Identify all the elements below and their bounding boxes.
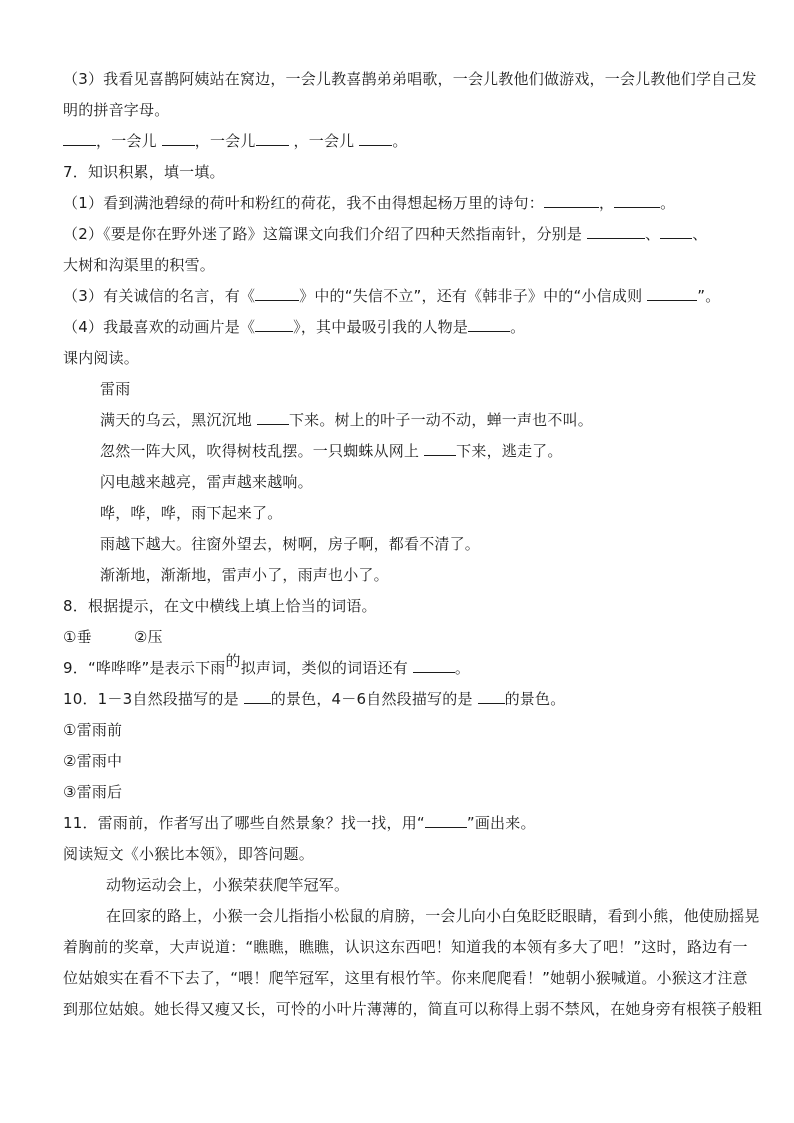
text-run: ③雷雨后	[63, 783, 123, 801]
fill-in-blank	[359, 132, 392, 146]
leiyu-paragraph-5	[63, 529, 783, 560]
text-run: 。	[454, 659, 471, 677]
fill-in-blank	[478, 690, 505, 704]
fill-in-blank	[468, 318, 510, 332]
text-run: ，一会儿	[194, 132, 256, 150]
text-run: 8．根据提示，在文中横线上填上恰当的词语。	[63, 597, 377, 615]
text-run: （2）《要是你在野外迷了路》这篇课文向我们介绍了四种天然指南针，分别是	[63, 225, 588, 243]
q10-option-3	[63, 777, 783, 808]
text-run: 满天的乌云，黑沉沉地	[100, 411, 257, 429]
text-run: 、	[645, 225, 661, 243]
fill-in-blank	[425, 814, 467, 828]
fill-in-blank	[162, 132, 195, 146]
text-run: 下来。树上的叶子一动不动，蝉一声也不叫。	[288, 411, 593, 429]
text-run: ①雷雨前	[63, 721, 123, 739]
fill-in-blank	[660, 225, 692, 239]
leiyu-paragraph-4	[63, 498, 783, 529]
text-run: ，一会儿	[96, 132, 162, 150]
section-in-class-reading	[63, 343, 783, 374]
q11-prompt	[63, 808, 783, 839]
q7-2-continued	[63, 250, 783, 281]
text-run: 哗，哗，哗，雨下起来了。	[100, 504, 283, 522]
text-run: （1）看到满池碧绿的荷叶和粉红的荷花，我不由得想起杨万里的诗句：	[63, 194, 544, 212]
fill-in-blank	[647, 287, 697, 301]
text-run: 阅读短文《小猴比本领》，即答问题。	[63, 845, 314, 863]
q8-prompt	[63, 591, 783, 622]
q10-option-1	[63, 715, 783, 746]
q7-2	[63, 219, 783, 250]
q8-options	[63, 622, 783, 653]
text-run: ①垂	[63, 628, 92, 646]
text-run: ②压	[133, 628, 163, 646]
story-paragraph-2-line-1	[63, 901, 783, 932]
q7-header	[63, 157, 783, 188]
text-run: 的景色，4－6自然段描写的是	[270, 690, 478, 708]
text-run: 渐渐地，渐渐地，雷声小了，雨声也小了。	[100, 566, 389, 584]
text-run: 的景色。	[504, 690, 566, 708]
text-run: ，一会儿	[288, 132, 360, 150]
text-run: （3）我看见喜鹊阿姨站在窝边，一会儿教喜鹊弟弟唱歌，一会儿教他们做游戏，一会儿教他们学自己发	[63, 70, 757, 88]
text-run: 在回家的路上，小猴一会儿指指小松鼠的肩膀，一会儿向小白兔眨眨眼睛，看到小熊，他使励摇晃	[106, 907, 760, 925]
story-paragraph-2-line-2	[63, 932, 783, 963]
q7-4	[63, 312, 783, 343]
text-run: 着胸前的奖章，大声说道：“瞧瞧，瞧瞧，认识这东西吧！知道我的本领有多大了吧！”这时，路边有一	[63, 938, 748, 956]
q7-3	[63, 281, 783, 312]
text-run: ”画出来。	[466, 814, 536, 832]
text-run: 》中的“失信不立”，还有《韩非子》中的“小信成则	[299, 287, 648, 305]
fill-in-blank	[255, 287, 299, 301]
text-run: 课内阅读。	[63, 349, 140, 367]
text-run: 9．“哗哗哗”是表示下雨	[63, 659, 226, 677]
text-run: 位姑娘实在看不下去了，“喂！爬竿冠军，这里有根竹竿。你来爬爬看！”她朝小猴喊道。小猴这才注意	[63, 969, 748, 987]
leiyu-paragraph-1	[63, 405, 783, 436]
text-run: 闪电越来越亮，雷声越来越响。	[100, 473, 313, 491]
text-run: 拟声词，类似的词语还有	[240, 659, 413, 677]
q6-3-prompt-line-2	[63, 95, 783, 126]
text-run: 忽然一阵大风，吹得树枝乱摆。一只蜘蛛从网上	[100, 442, 425, 460]
text-run: 7．知识积累，填一填。	[63, 163, 225, 181]
text-run: 。	[510, 318, 526, 336]
text-run: 明的拼音字母。	[63, 101, 170, 119]
fill-in-blank	[413, 659, 455, 673]
q10-option-2	[63, 746, 783, 777]
fill-in-blank	[424, 442, 456, 456]
leiyu-paragraph-6	[63, 560, 783, 591]
fill-in-blank	[255, 318, 293, 332]
fill-in-blank	[257, 411, 289, 425]
document-content	[63, 64, 783, 1025]
raised-text: 的	[225, 652, 241, 670]
text-run: （3）有关诚信的名言，有《	[63, 287, 256, 305]
leiyu-paragraph-3	[63, 467, 783, 498]
text-run: 、	[692, 225, 708, 243]
q6-3-answer-blanks	[63, 126, 783, 157]
text-run: 动物运动会上，小猴荣获爬竿冠军。	[106, 876, 350, 894]
fill-in-blank	[63, 132, 96, 146]
q7-1	[63, 188, 783, 219]
text-run: （4）我最喜欢的动画片是《	[63, 318, 256, 336]
text-run: 到那位姑娘。她长得又瘦又长，可怜的小叶片薄薄的，简直可以称得上弱不禁风，在她身旁有根筷子般粗	[63, 1000, 763, 1018]
text-run: 11．雷雨前，作者写出了哪些自然景象？找一找，用“	[63, 814, 425, 832]
text-run: 大树和沟渠里的积雪。	[63, 256, 216, 274]
text-run: 。	[660, 194, 676, 212]
leiyu-paragraph-2	[63, 436, 783, 467]
text-run: ，	[598, 194, 615, 212]
section-short-reading	[63, 839, 783, 870]
text-run: 下来，逃走了。	[456, 442, 563, 460]
text-run: 雨越下越大。往窗外望去，树啊，房子啊，都看不清了。	[100, 535, 481, 553]
text-run: ”。	[697, 287, 721, 305]
story-paragraph-2-line-4	[63, 994, 783, 1025]
story-paragraph-2-line-3	[63, 963, 783, 994]
fill-in-blank	[614, 194, 660, 208]
fill-in-blank	[587, 225, 645, 239]
text-run: 。	[392, 132, 408, 150]
fill-in-blank	[244, 690, 271, 704]
q9-prompt	[63, 653, 783, 684]
passage-title-leiyu	[63, 374, 783, 405]
text-run: 雷雨	[100, 380, 131, 398]
q10-prompt	[63, 684, 783, 715]
fill-in-blank	[544, 194, 599, 208]
story-paragraph-1	[63, 870, 783, 901]
text-run: 》，其中最吸引我的人物是	[293, 318, 469, 336]
fill-in-blank	[256, 132, 289, 146]
q6-3-prompt-line-1	[63, 64, 783, 95]
text-run: 10．1－3自然段描写的是	[63, 690, 244, 708]
text-run: ②雷雨中	[63, 752, 123, 770]
